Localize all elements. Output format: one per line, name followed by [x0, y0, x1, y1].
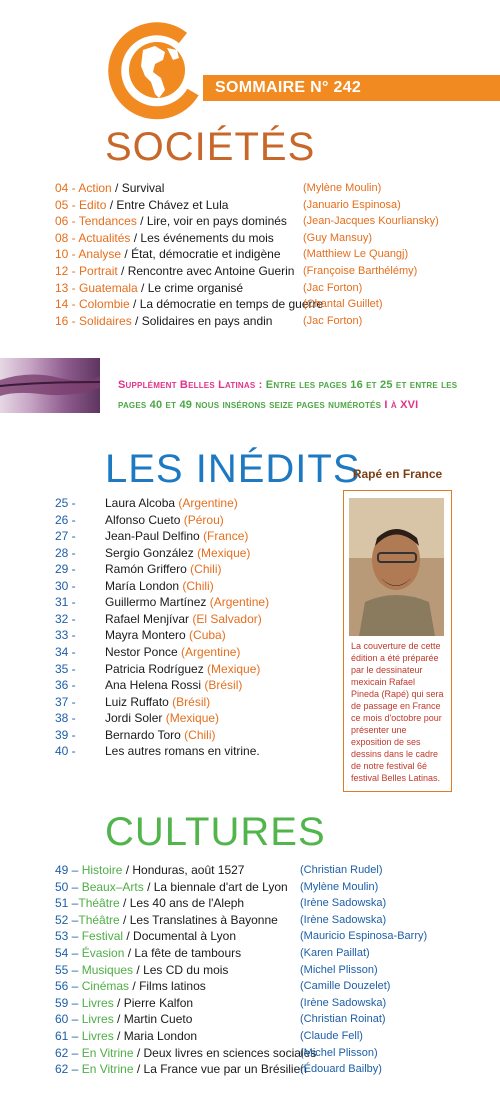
author-entry [105, 661, 260, 678]
article-author: (Jean-Jacques Kourliansky) [303, 215, 439, 228]
author-name: Sergio González [105, 545, 198, 560]
page-number: 60 – [55, 1012, 82, 1027]
article-category: En Vitrine [81, 1045, 134, 1060]
article-entry [55, 246, 281, 263]
page-number: 05 - [55, 197, 80, 212]
author-country: (Pérou) [183, 512, 224, 527]
author-name: Patricia Rodríguez [105, 661, 208, 676]
supplement-text: Entre les pages 16 et 25 et entre les pages 40 et 49 nous insérons seize pages numérotés [118, 379, 458, 411]
societes-row[interactable] [0, 246, 500, 263]
article-title: / Rencontre avec Antoine Guerin [117, 264, 295, 278]
cultures-row[interactable] [0, 1011, 500, 1028]
article-title: / Deux livres en sciences sociales [133, 1045, 317, 1060]
article-title: / La France vue par un Brésilien [133, 1062, 307, 1077]
lips-image [0, 358, 100, 413]
article-author: (Michel Plisson) [300, 1046, 378, 1059]
article-author: (Jac Forton) [303, 281, 363, 294]
article-entry [55, 978, 206, 995]
author-name: Jean-Paul Delfino [105, 529, 204, 544]
article-title: / Honduras, août 1527 [122, 863, 245, 877]
article-entry [55, 230, 274, 247]
article-entry [55, 197, 228, 214]
issue-number: SOMMAIRE N° 242 [215, 79, 362, 96]
article-entry [55, 912, 278, 929]
page-number: 34 - [55, 644, 76, 659]
article-entry [55, 296, 323, 313]
cultures-row[interactable] [0, 995, 500, 1012]
author-entry [105, 561, 222, 578]
article-title: / Entre Chávez et Lula [106, 197, 229, 212]
article-author: (Irène Sadowska) [300, 996, 387, 1009]
author-entry [105, 644, 240, 661]
article-author: (Édouard Bailby) [300, 1063, 382, 1076]
article-entry [55, 280, 243, 297]
article-title: / La biennale d'art de Lyon [143, 879, 288, 894]
page-number: 27 - [55, 529, 76, 544]
author-entry [105, 727, 216, 744]
article-category: Livres [81, 1029, 114, 1043]
page-number: 38 - [55, 711, 76, 726]
page-number: 39 - [55, 727, 76, 742]
article-title: / Martin Cueto [113, 1012, 193, 1027]
article-title: / Les événements du mois [130, 230, 274, 245]
article-entry [55, 1028, 197, 1045]
author-entry [105, 710, 219, 727]
societes-row[interactable] [0, 313, 500, 330]
page-number: 50 – [55, 879, 82, 894]
article-author: (Irène Sadowska) [300, 913, 387, 926]
article-category: Actualités [78, 230, 131, 245]
globe-logo-icon [105, 20, 205, 130]
author-entry [105, 694, 210, 711]
article-author: (Guy Mansuy) [303, 231, 373, 244]
societes-row[interactable] [0, 280, 500, 297]
author-country: (Mexique) [165, 711, 220, 726]
cultures-row[interactable] [0, 895, 500, 912]
article-category: En Vitrine [81, 1062, 134, 1077]
author-name: Alfonso Cueto [105, 512, 184, 527]
page-number: 53 – [55, 929, 82, 944]
article-entry [55, 945, 241, 962]
page-number: 30 - [55, 578, 76, 593]
author-entry [105, 528, 248, 545]
page-number: 25 - [55, 496, 76, 510]
author-entry [105, 627, 226, 644]
page-number: 62 – [55, 1045, 82, 1060]
page-number: 28 - [55, 545, 76, 560]
page-number: 33 - [55, 628, 76, 643]
article-category: Action [78, 181, 112, 195]
author-country: (Chili) [184, 727, 216, 742]
article-category: Analyse [78, 247, 122, 262]
author-country: (Mexique) [197, 545, 251, 560]
article-category: Histoire [81, 863, 123, 877]
page-number: 26 - [55, 512, 76, 527]
author-country: (Chili) [190, 562, 222, 577]
article-category: Livres [81, 1012, 114, 1027]
author-entry [105, 512, 224, 529]
article-category: Théâtre [78, 912, 120, 927]
article-category: Solidaires [79, 313, 132, 328]
author-name: Guillermo Martínez [105, 595, 210, 610]
author-entry [105, 495, 238, 512]
author-name: María London [105, 578, 183, 593]
article-category: Évasion [81, 946, 125, 960]
author-name: Laura Alcoba [105, 496, 179, 510]
article-author: (Matthiew Le Quangj) [303, 248, 409, 261]
page-number: 08 - [55, 230, 79, 245]
article-entry [55, 313, 272, 330]
page-number: 56 – [55, 979, 82, 994]
article-title: / État, démocratie et indigène [121, 247, 281, 262]
author-country: (El Salvador) [192, 611, 262, 626]
page-number: 36 - [55, 678, 76, 693]
article-title: / Les Translatines à Bayonne [119, 912, 278, 927]
cultures-row[interactable] [0, 879, 500, 896]
page-number: 49 – [55, 863, 82, 877]
author-name: Jordi Soler [105, 711, 166, 726]
author-name: Rafael Menjívar [105, 611, 193, 626]
article-author: (Irène Sadowska) [300, 897, 387, 910]
article-title: / Maria London [113, 1029, 198, 1043]
page-number: 55 – [55, 962, 82, 977]
author-entry [105, 594, 269, 611]
page-number: 16 - [55, 313, 80, 328]
article-title: / Solidaires en pays andin [131, 313, 273, 328]
societes-row[interactable] [0, 296, 500, 313]
author-name: Bernardo Toro [105, 727, 185, 742]
issue-banner [203, 75, 500, 101]
article-category: Musiques [81, 962, 134, 977]
photo-caption: La couverture de cette édition a été préparée par le dessinateur mexicain Rafael Pineda (Rapé) qui sera de passage en France ce mois d'octobre pour présenter une exposition de ses dessins dans le cadre de notre festival 6é festival Belles Latinas. [351, 641, 444, 783]
article-entry [55, 1045, 316, 1062]
article-author: (Françoise Barthélémy) [303, 265, 418, 277]
article-author: (Mauricio Espinosa-Barry) [300, 930, 428, 943]
cultures-row[interactable] [0, 945, 500, 962]
article-category: Beaux–Arts [81, 879, 144, 894]
author-entry [105, 611, 262, 628]
article-title: / Lire, voir en pays dominés [136, 214, 287, 229]
article-category: Guatemala [79, 280, 138, 295]
author-country: (Brésil) [204, 678, 243, 693]
cultures-row[interactable] [0, 962, 500, 979]
article-author: (Januario Espinosa) [303, 198, 401, 211]
page-number: 37 - [55, 694, 76, 709]
page-number: 40 - [55, 744, 76, 759]
article-category: Festival [81, 929, 124, 944]
cultures-row[interactable] [0, 1061, 500, 1078]
portrait-photo [349, 498, 444, 636]
article-entry [55, 862, 244, 879]
article-author: (Jac Forton) [303, 314, 363, 327]
author-country: (Chili) [182, 578, 214, 593]
article-title: / Les 40 ans de l'Aleph [119, 896, 245, 911]
author-name: Luiz Ruffato [105, 694, 173, 709]
societes-row[interactable] [0, 197, 500, 214]
page-number: 10 - [55, 247, 79, 262]
cultures-heading: CULTURES [105, 810, 326, 854]
author-name: Mayra Montero [105, 628, 190, 643]
article-entry [55, 213, 287, 230]
article-author: (Karen Paillat) [300, 947, 370, 959]
page-number: 61 – [55, 1029, 82, 1043]
author-country: (Brésil) [172, 694, 211, 709]
author-entry [105, 677, 242, 694]
author-country: (Argentine) [181, 644, 241, 659]
article-entry [55, 879, 288, 896]
page-number: 31 - [55, 595, 76, 610]
page-number: 13 - [55, 280, 80, 295]
supplement-pages: I à XVI [384, 399, 419, 411]
author-name: Nestor Ponce [105, 644, 182, 659]
page-number: 32 - [55, 611, 76, 626]
societes-row[interactable] [0, 213, 500, 230]
article-title: / Le crime organisé [137, 280, 244, 295]
societes-row[interactable] [0, 263, 500, 280]
cultures-row[interactable] [0, 1045, 500, 1062]
article-entry [55, 180, 164, 197]
author-name: Les autres romans en vitrine. [105, 744, 260, 759]
article-author: (Christian Roinat) [300, 1013, 386, 1026]
article-author: (Mylène Moulin) [300, 880, 379, 893]
cultures-row[interactable] [0, 912, 500, 929]
author-name: Ramón Griffero [105, 562, 191, 577]
article-category: Edito [79, 197, 107, 212]
page-number: 51 – [55, 896, 79, 911]
author-country: (Argentine) [209, 595, 270, 610]
page-number: 62 – [55, 1062, 82, 1077]
article-entry [55, 928, 236, 945]
photo-title: Rapé en France [352, 467, 443, 481]
article-author: (Camille Douzelet) [300, 980, 391, 993]
author-country: (Cuba) [189, 628, 226, 643]
article-author: (Chantal Guillet) [303, 298, 383, 311]
article-title: / Survival [111, 181, 165, 195]
cultures-row[interactable] [0, 978, 500, 995]
page-number: 54 – [55, 946, 82, 960]
societes-heading: SOCIÉTÉS [105, 125, 316, 169]
page-number: 14 - [55, 297, 80, 312]
page-number: 52 – [55, 912, 79, 927]
supplement-lead: Supplément Belles Latinas : [118, 379, 266, 391]
article-title: / La démocratie en temps de guerre [129, 297, 324, 312]
article-author: (Mylène Moulin) [303, 182, 382, 194]
article-entry [55, 895, 244, 912]
author-entry [105, 578, 214, 595]
cultures-row[interactable] [0, 862, 500, 879]
article-category: Théâtre [78, 896, 120, 911]
supplement-notice [118, 375, 488, 415]
cultures-row[interactable] [0, 1028, 500, 1045]
article-author: (Claude Fell) [300, 1030, 363, 1042]
author-country: (France) [203, 529, 249, 544]
cultures-row[interactable] [0, 928, 500, 945]
article-entry [55, 263, 294, 280]
article-title: / La fête de tambours [124, 946, 242, 960]
page-number: 12 - [55, 264, 80, 278]
author-country: (Mexique) [207, 661, 261, 676]
article-title: / Pierre Kalfon [113, 995, 194, 1010]
page-number: 35 - [55, 661, 76, 676]
article-category: Colombie [79, 297, 130, 312]
article-entry [55, 962, 228, 979]
page-number: 29 - [55, 562, 76, 577]
author-entry [105, 743, 260, 760]
article-author: (Christian Rudel) [300, 864, 383, 876]
author-country: (Argentine) [178, 496, 238, 510]
article-author: (Michel Plisson) [300, 963, 378, 976]
societes-row[interactable] [0, 180, 500, 197]
article-category: Cinémas [81, 979, 130, 994]
author-entry [105, 545, 250, 562]
article-category: Portrait [79, 264, 118, 278]
article-title: / Films latinos [129, 979, 206, 994]
article-entry [55, 1011, 192, 1028]
article-category: Tendances [78, 214, 137, 229]
article-category: Livres [81, 995, 114, 1010]
article-title: / Les CD du mois [133, 962, 229, 977]
author-name: Ana Helena Rossi [105, 678, 205, 693]
societes-row[interactable] [0, 230, 500, 247]
article-title: / Documental à Lyon [123, 929, 236, 944]
page-number: 59 – [55, 995, 82, 1010]
inedits-heading: LES INÉDITS [105, 447, 361, 491]
article-entry [55, 1061, 307, 1078]
article-entry [55, 995, 193, 1012]
lips-illustration [0, 358, 100, 413]
page-number: 04 - [55, 181, 79, 195]
page-number: 06 - [55, 214, 79, 229]
